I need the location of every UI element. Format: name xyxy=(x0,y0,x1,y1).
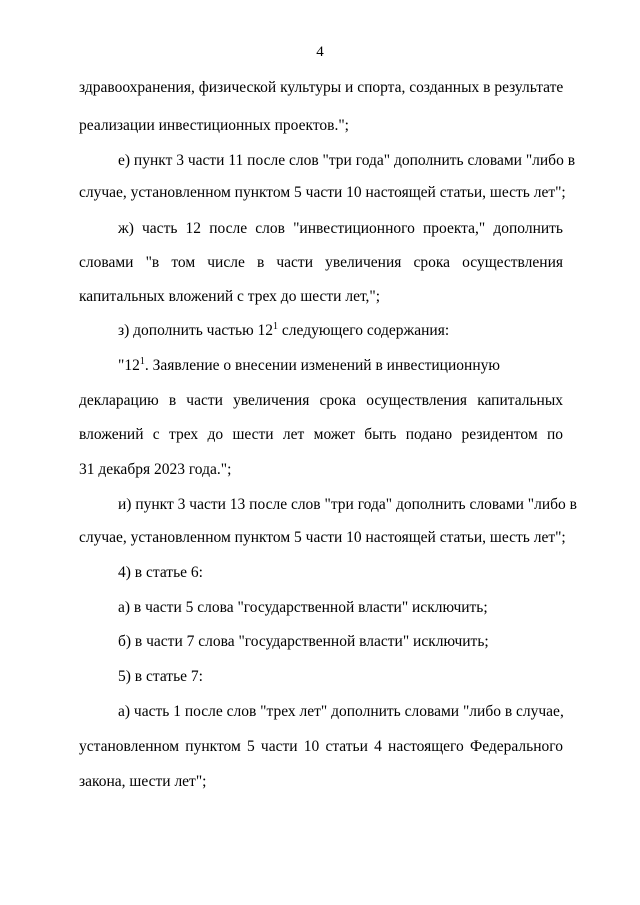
text-line: е) пункт 3 части 11 после слов "три года" дополнить словами "либо в xyxy=(118,152,576,169)
text-fragment: следующего содержания: xyxy=(278,322,450,339)
text-line: б) в части 7 слова "государственной власти" исключить; xyxy=(118,633,489,650)
text-line: 5) в статье 7: xyxy=(118,668,203,685)
text-line: 4) в статье 6: xyxy=(118,564,203,581)
page-number: 4 xyxy=(316,44,324,60)
text-line xyxy=(118,321,563,341)
text-line: 31 декабря 2023 года."; xyxy=(79,461,232,478)
text-line: капитальных вложений с трех до шести лет,"; xyxy=(79,288,381,305)
text-line: случае, установленном пунктом 5 части 10 настоящей статьи, шесть лет"; xyxy=(79,184,566,201)
text-line: установленном пунктом 5 части 10 статьи 4 настоящего Федерального xyxy=(79,738,563,755)
text-line: вложений с трех до шести лет может быть подано резидентом по xyxy=(79,426,563,443)
text-line: реализации инвестиционных проектов."; xyxy=(79,117,349,134)
text-line: случае, установленном пунктом 5 части 10 настоящей статьи, шесть лет"; xyxy=(79,529,566,546)
text-line: закона, шести лет"; xyxy=(79,773,207,790)
text-line: словами "в том числе в части увеличения срока осуществления xyxy=(79,254,563,271)
text-line: а) в части 5 слова "государственной власти" исключить; xyxy=(118,599,488,616)
superscript: 1 xyxy=(273,320,279,332)
superscript: 1 xyxy=(139,355,145,367)
text-line xyxy=(118,356,563,376)
text-line: декларацию в части увеличения срока осуществления капитальных xyxy=(79,392,563,409)
text-fragment: "12 xyxy=(118,357,140,374)
text-line: ж) часть 12 после слов "инвестиционного проекта," дополнить xyxy=(118,220,563,237)
text-line: а) часть 1 после слов "трех лет" дополнить словами "либо в случае, xyxy=(118,703,564,720)
text-fragment: з) дополнить частью 12 xyxy=(118,322,274,339)
text-line: и) пункт 3 части 13 после слов "три года" дополнить словами "либо в xyxy=(118,496,577,513)
text-fragment: . Заявление о внесении изменений в инвестиционную xyxy=(144,357,500,374)
text-line: здравоохранения, физической культуры и спорта, созданных в результате xyxy=(79,79,564,96)
